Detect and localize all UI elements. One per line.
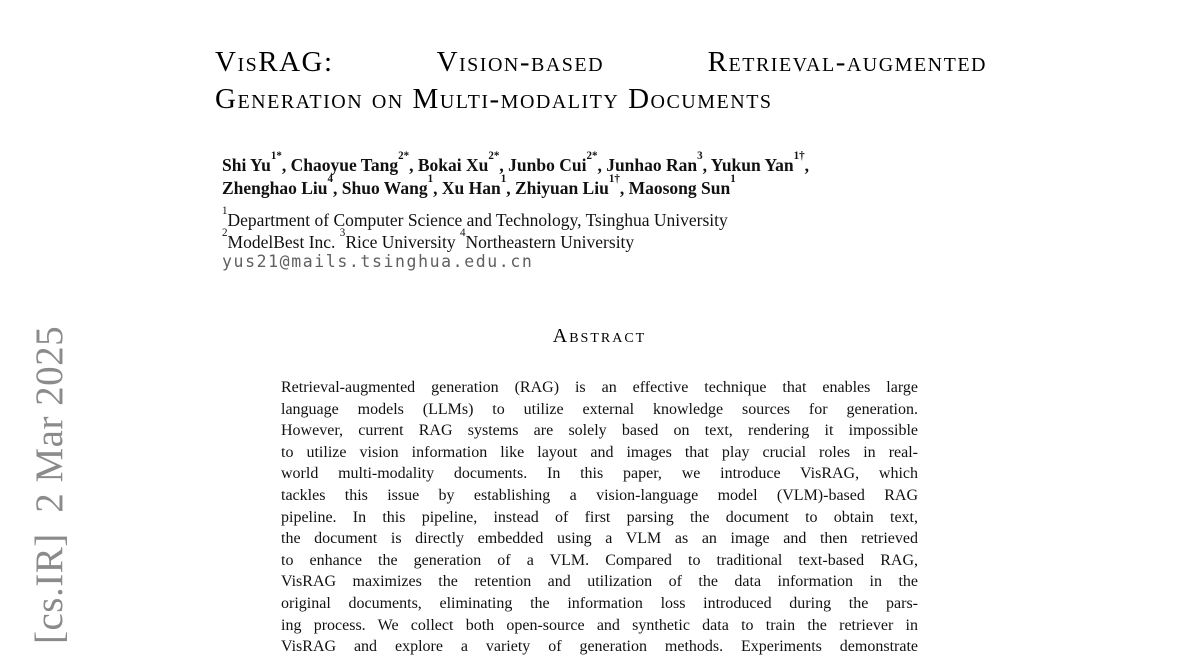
abstract-line: to enhance the generation of a VLM. Compared to traditional text-based RAG,: [281, 551, 918, 569]
superscript-mark: 2*: [488, 150, 500, 163]
abstract-line: original documents, eliminating the information loss introduced during the pars-: [281, 594, 918, 612]
author-name: Shi Yu: [222, 155, 271, 175]
abstract-line: to utilize vision information like layout and images that play crucial roles in real-: [281, 443, 918, 461]
abstract-body: [281, 377, 918, 658]
paper-title-line-2: Generation on Multi-modality Documents: [215, 83, 773, 115]
arxiv-sidebar-stamp: [cs.IR] 2 Mar 2025: [28, 325, 71, 644]
superscript-mark: 2*: [398, 150, 410, 163]
abstract-line: VisRAG and explore a variety of generation methods. Experiments demonstrate: [281, 638, 918, 656]
author-name: Zhenghao Liu: [222, 178, 328, 198]
superscript-mark: 2*: [586, 150, 598, 163]
abstract-line: tackles this issue by establishing a vision-language model (VLM)-based RAG: [281, 486, 918, 504]
author-name: Zhiyuan Liu: [514, 178, 609, 198]
abstract-line: world multi-modality documents. In this paper, we introduce VisRAG, which: [281, 465, 918, 483]
author-name: Yukun Yan: [710, 155, 794, 175]
author-name: Shuo Wang: [341, 178, 428, 198]
superscript-mark: 1: [500, 173, 507, 186]
abstract-line: However, current RAG systems are solely based on text, rendering it impossible: [281, 422, 918, 440]
paper-title-line-1: VisRAG: Vision-based Retrieval-augmented: [215, 46, 987, 78]
superscript-mark: 1†: [793, 150, 805, 163]
affiliation-line-1: [222, 205, 728, 231]
affiliation-text: Department of Computer Science and Technology, Tsinghua University: [227, 210, 728, 230]
author-name: Xu Han: [441, 178, 501, 198]
affiliation-text: Northeastern University: [465, 232, 635, 252]
abstract-line: ing process. We collect both open-source and synthetic data to train the retriever in: [281, 616, 918, 634]
superscript-mark: 1: [730, 173, 736, 186]
superscript-mark: 4: [327, 173, 334, 186]
abstract-line: the document is directly embedded using a VLM as an image and then retrieved: [281, 530, 918, 548]
abstract-line: Retrieval-augmented generation (RAG) is an effective technique that enables large: [281, 379, 918, 396]
superscript-mark: 3: [339, 227, 346, 240]
affiliation-text: Rice University: [345, 232, 456, 252]
author-name: Junbo Cui: [508, 155, 587, 175]
author-line-1: Shi $Yu^{1*}$, Chaoyue Tang$^{2*}$, Bokai $Xu^{2*}$, Junbo Cui$^{2*}$, Junhao Ran$^3$, Yukun Yan$^{1\dagger}$,: [222, 150, 810, 175]
author-name: Chaoyue Tang: [290, 155, 399, 175]
superscript-mark: 3: [697, 150, 703, 163]
author-line-2: Zhenghao Liu$^4$, Shuo Wang$^1$, Xu Han$^1$, Zhiyuan Liu$^{1\dagger}$, Maosong Sun$^1$: [222, 173, 736, 198]
affiliation-line-2: [222, 227, 728, 253]
superscript-mark: 1*: [270, 150, 282, 163]
affiliation-text: ModelBest Inc.: [227, 232, 336, 252]
author-name: Junhao Ran: [606, 155, 698, 175]
author-name: Bokai Xu: [417, 155, 489, 175]
author-block: [222, 150, 810, 200]
abstract-line: VisRAG maximizes the retention and utilization of the data information in the: [281, 573, 918, 591]
abstract-heading: Abstract: [552, 325, 647, 347]
superscript-mark: 1: [427, 173, 434, 186]
abstract-line: pipeline. In this pipeline, instead of first parsing the document to obtain text,: [281, 508, 918, 526]
superscript-mark: 2: [222, 227, 228, 240]
affiliation-block: [222, 205, 728, 253]
superscript-mark: 1†: [608, 173, 620, 186]
abstract-line: language models (LLMs) to utilize external knowledge sources for generation.: [281, 400, 918, 418]
contact-email: yus21@mails.tsinghua.edu.cn: [222, 252, 534, 271]
author-name: Maosong Sun: [628, 178, 731, 198]
superscript-mark: 4: [460, 227, 466, 240]
paper-title: [215, 44, 987, 118]
superscript-mark: 1: [222, 205, 228, 218]
